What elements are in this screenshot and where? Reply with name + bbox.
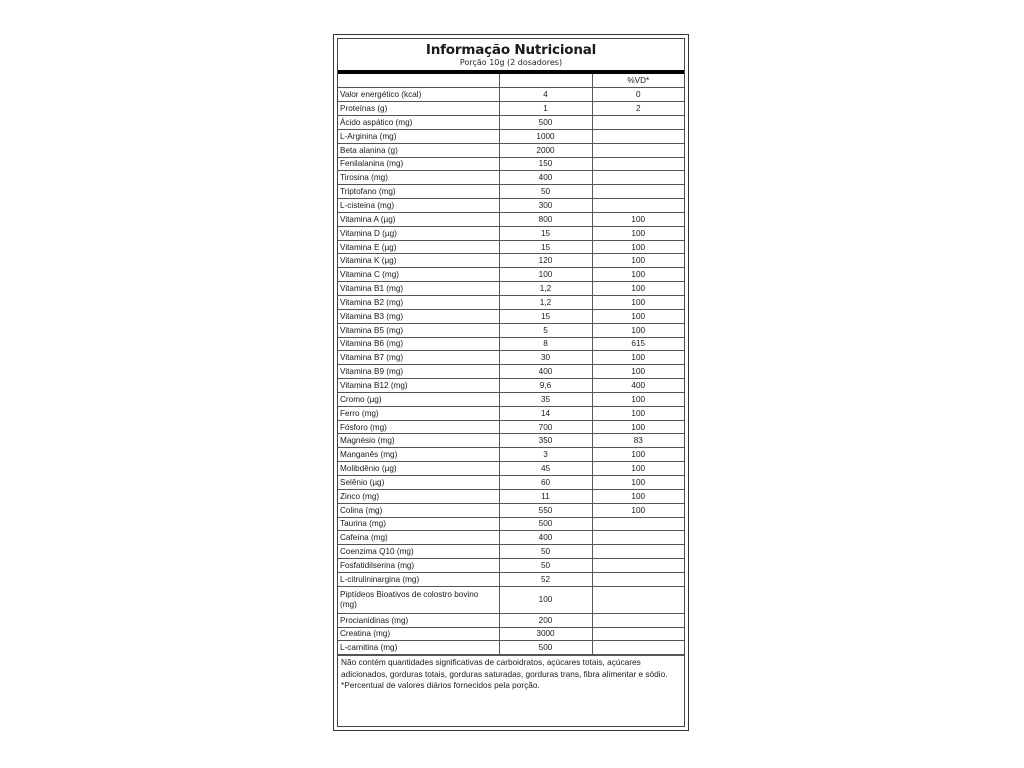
table-row — [338, 503, 684, 517]
table-row — [338, 185, 684, 199]
nutrient-name: Colina (mg) — [338, 503, 499, 517]
nutrient-dv: 83 — [592, 434, 684, 448]
nutrient-dv — [592, 129, 684, 143]
nutrient-name: Molibdênio (µg) — [338, 462, 499, 476]
nutrient-dv — [592, 559, 684, 573]
nutrient-amount: 9,6 — [499, 379, 592, 393]
nutrient-amount: 700 — [499, 420, 592, 434]
nutrient-amount: 400 — [499, 171, 592, 185]
nutrient-name: Vitamina A (µg) — [338, 212, 499, 226]
nutrient-amount: 1,2 — [499, 296, 592, 310]
label-title: Informação Nutricional — [425, 42, 597, 58]
nutrient-name: Zinco (mg) — [338, 489, 499, 503]
nutrient-dv — [592, 531, 684, 545]
table-row — [338, 171, 684, 185]
nutrient-name: Selênio (µg) — [338, 475, 499, 489]
nutrient-amount: 60 — [499, 475, 592, 489]
nutrient-name: Fosfatidilserina (mg) — [338, 559, 499, 573]
nutrient-name: Vitamina K (µg) — [338, 254, 499, 268]
nutrient-dv — [592, 572, 684, 586]
label-header — [338, 39, 684, 70]
table-row — [338, 282, 684, 296]
nutrient-dv: 100 — [592, 309, 684, 323]
nutrient-amount: 800 — [499, 212, 592, 226]
nutrient-dv: 100 — [592, 503, 684, 517]
nutrition-label-inner — [337, 38, 685, 727]
nutrient-name: Beta alanina (g) — [338, 143, 499, 157]
table-row — [338, 226, 684, 240]
nutrient-name: Manganês (mg) — [338, 448, 499, 462]
nutrient-dv: 100 — [592, 489, 684, 503]
table-row — [338, 448, 684, 462]
nutrient-dv: 100 — [592, 420, 684, 434]
table-row — [338, 586, 684, 613]
nutrient-dv: 100 — [592, 406, 684, 420]
nutrient-name: Procianidinas (mg) — [338, 613, 499, 627]
nutrient-name: Valor energético (kcal) — [338, 88, 499, 102]
nutrient-name: Cromo (µg) — [338, 392, 499, 406]
nutrient-amount: 14 — [499, 406, 592, 420]
nutrient-amount: 1000 — [499, 129, 592, 143]
nutrient-amount: 500 — [499, 641, 592, 655]
nutrient-dv: 100 — [592, 475, 684, 489]
nutrient-amount: 120 — [499, 254, 592, 268]
nutrient-name: Vitamina B2 (mg) — [338, 296, 499, 310]
nutrient-dv: 100 — [592, 323, 684, 337]
table-row — [338, 268, 684, 282]
nutrient-amount: 100 — [499, 268, 592, 282]
nutrient-dv: 100 — [592, 226, 684, 240]
table-row — [338, 379, 684, 393]
table-row — [338, 88, 684, 102]
table-row — [338, 531, 684, 545]
nutrient-name: Vitamina B7 (mg) — [338, 351, 499, 365]
nutrient-amount: 52 — [499, 572, 592, 586]
table-row — [338, 323, 684, 337]
table-row — [338, 475, 684, 489]
serving-size: Porção 10g (2 dosadores) — [459, 58, 563, 67]
nutrient-dv: 100 — [592, 240, 684, 254]
table-row — [338, 641, 684, 655]
nutrient-amount: 100 — [499, 586, 592, 613]
table-row — [338, 337, 684, 351]
table-row — [338, 517, 684, 531]
nutrient-name: Ferro (mg) — [338, 406, 499, 420]
nutrient-name: Triptofano (mg) — [338, 185, 499, 199]
nutrient-dv: 100 — [592, 462, 684, 476]
footnote: Não contém quantidades significativas de carboidratos, açúcares totais, açúcares adicionados, gorduras totais, gorduras saturadas, gorduras trans, fibra alimentar e sódio. *Percentual de valores diários fornecidos pela porção. — [338, 655, 684, 691]
nutrient-name: Proteínas (g) — [338, 102, 499, 116]
nutrient-name: Piptídeos Bioativos de colostro bovino (mg) — [338, 586, 499, 613]
table-row — [338, 199, 684, 213]
table-row — [338, 240, 684, 254]
table-row — [338, 309, 684, 323]
nutrient-dv: 100 — [592, 351, 684, 365]
nutrient-amount: 15 — [499, 309, 592, 323]
nutrient-name: Vitamina B12 (mg) — [338, 379, 499, 393]
table-row — [338, 296, 684, 310]
nutrient-amount: 4 — [499, 88, 592, 102]
nutrient-name: Magnésio (mg) — [338, 434, 499, 448]
table-row — [338, 627, 684, 641]
header-dv: %VD* — [592, 74, 684, 88]
nutrient-amount: 50 — [499, 545, 592, 559]
nutrient-name: Vitamina B9 (mg) — [338, 365, 499, 379]
table-row — [338, 254, 684, 268]
nutrient-name: Tirosina (mg) — [338, 171, 499, 185]
nutrient-dv — [592, 116, 684, 130]
nutrient-dv — [592, 143, 684, 157]
nutrient-dv: 400 — [592, 379, 684, 393]
table-header-row — [338, 74, 684, 88]
nutrient-amount: 550 — [499, 503, 592, 517]
nutrient-name: Vitamina B5 (mg) — [338, 323, 499, 337]
nutrient-dv: 0 — [592, 88, 684, 102]
nutrient-name: L-citrulininargina (mg) — [338, 572, 499, 586]
nutrient-name: Vitamina D (µg) — [338, 226, 499, 240]
nutrient-name: Vitamina E (µg) — [338, 240, 499, 254]
header-name — [338, 74, 499, 88]
nutrient-amount: 3000 — [499, 627, 592, 641]
nutrient-name: Vitamina B1 (mg) — [338, 282, 499, 296]
table-row — [338, 157, 684, 171]
nutrient-dv: 100 — [592, 254, 684, 268]
nutrient-dv — [592, 185, 684, 199]
nutrient-amount: 15 — [499, 240, 592, 254]
table-row — [338, 102, 684, 116]
table-row — [338, 116, 684, 130]
table-row — [338, 420, 684, 434]
nutrient-name: Fósforo (mg) — [338, 420, 499, 434]
nutrient-name: Fenilalanina (mg) — [338, 157, 499, 171]
nutrient-amount: 400 — [499, 531, 592, 545]
table-row — [338, 613, 684, 627]
header-amount — [499, 74, 592, 88]
nutrient-dv: 100 — [592, 392, 684, 406]
nutrient-dv — [592, 157, 684, 171]
nutrient-amount: 2000 — [499, 143, 592, 157]
nutrient-name: Cafeína (mg) — [338, 531, 499, 545]
nutrient-amount: 11 — [499, 489, 592, 503]
table-row — [338, 545, 684, 559]
nutrient-name: Vitamina B6 (mg) — [338, 337, 499, 351]
nutrient-amount: 45 — [499, 462, 592, 476]
nutrient-amount: 150 — [499, 157, 592, 171]
nutrient-amount: 5 — [499, 323, 592, 337]
table-row — [338, 489, 684, 503]
nutrient-name: Vitamina C (mg) — [338, 268, 499, 282]
table-row — [338, 434, 684, 448]
nutrient-dv: 100 — [592, 212, 684, 226]
nutrient-amount: 50 — [499, 559, 592, 573]
nutrient-dv — [592, 627, 684, 641]
nutrient-amount: 400 — [499, 365, 592, 379]
nutrient-amount: 3 — [499, 448, 592, 462]
nutrient-dv — [592, 586, 684, 613]
nutrient-dv: 100 — [592, 365, 684, 379]
nutrient-name: Ácido aspático (mg) — [338, 116, 499, 130]
nutrient-amount: 300 — [499, 199, 592, 213]
table-row — [338, 406, 684, 420]
table-row — [338, 392, 684, 406]
nutrient-dv: 2 — [592, 102, 684, 116]
nutrient-name: Vitamina B3 (mg) — [338, 309, 499, 323]
nutrient-amount: 350 — [499, 434, 592, 448]
nutrient-amount: 30 — [499, 351, 592, 365]
nutrient-amount: 35 — [499, 392, 592, 406]
nutrient-amount: 1,2 — [499, 282, 592, 296]
nutrient-dv: 100 — [592, 282, 684, 296]
nutrient-name: L-cisteina (mg) — [338, 199, 499, 213]
nutrient-amount: 500 — [499, 517, 592, 531]
nutrition-label — [333, 34, 689, 731]
nutrient-dv — [592, 199, 684, 213]
nutrient-name: L-Arginina (mg) — [338, 129, 499, 143]
nutrient-dv: 100 — [592, 448, 684, 462]
nutrient-dv — [592, 641, 684, 655]
nutrient-name: Coenzima Q10 (mg) — [338, 545, 499, 559]
nutrient-amount: 15 — [499, 226, 592, 240]
nutrient-dv: 100 — [592, 296, 684, 310]
nutrient-amount: 500 — [499, 116, 592, 130]
nutrient-amount: 8 — [499, 337, 592, 351]
table-row — [338, 572, 684, 586]
nutrient-name: L-carnitina (mg) — [338, 641, 499, 655]
table-row — [338, 351, 684, 365]
nutrient-amount: 200 — [499, 613, 592, 627]
table-row — [338, 462, 684, 476]
nutrient-dv: 100 — [592, 268, 684, 282]
table-row — [338, 559, 684, 573]
table-row — [338, 143, 684, 157]
nutrition-table — [338, 74, 684, 655]
nutrient-dv — [592, 171, 684, 185]
nutrient-dv — [592, 545, 684, 559]
nutrient-dv — [592, 613, 684, 627]
table-row — [338, 129, 684, 143]
nutrient-amount: 50 — [499, 185, 592, 199]
table-row — [338, 365, 684, 379]
nutrient-name: Taurina (mg) — [338, 517, 499, 531]
nutrient-dv: 615 — [592, 337, 684, 351]
table-row — [338, 212, 684, 226]
nutrient-name: Creatina (mg) — [338, 627, 499, 641]
nutrient-amount: 1 — [499, 102, 592, 116]
nutrient-dv — [592, 517, 684, 531]
